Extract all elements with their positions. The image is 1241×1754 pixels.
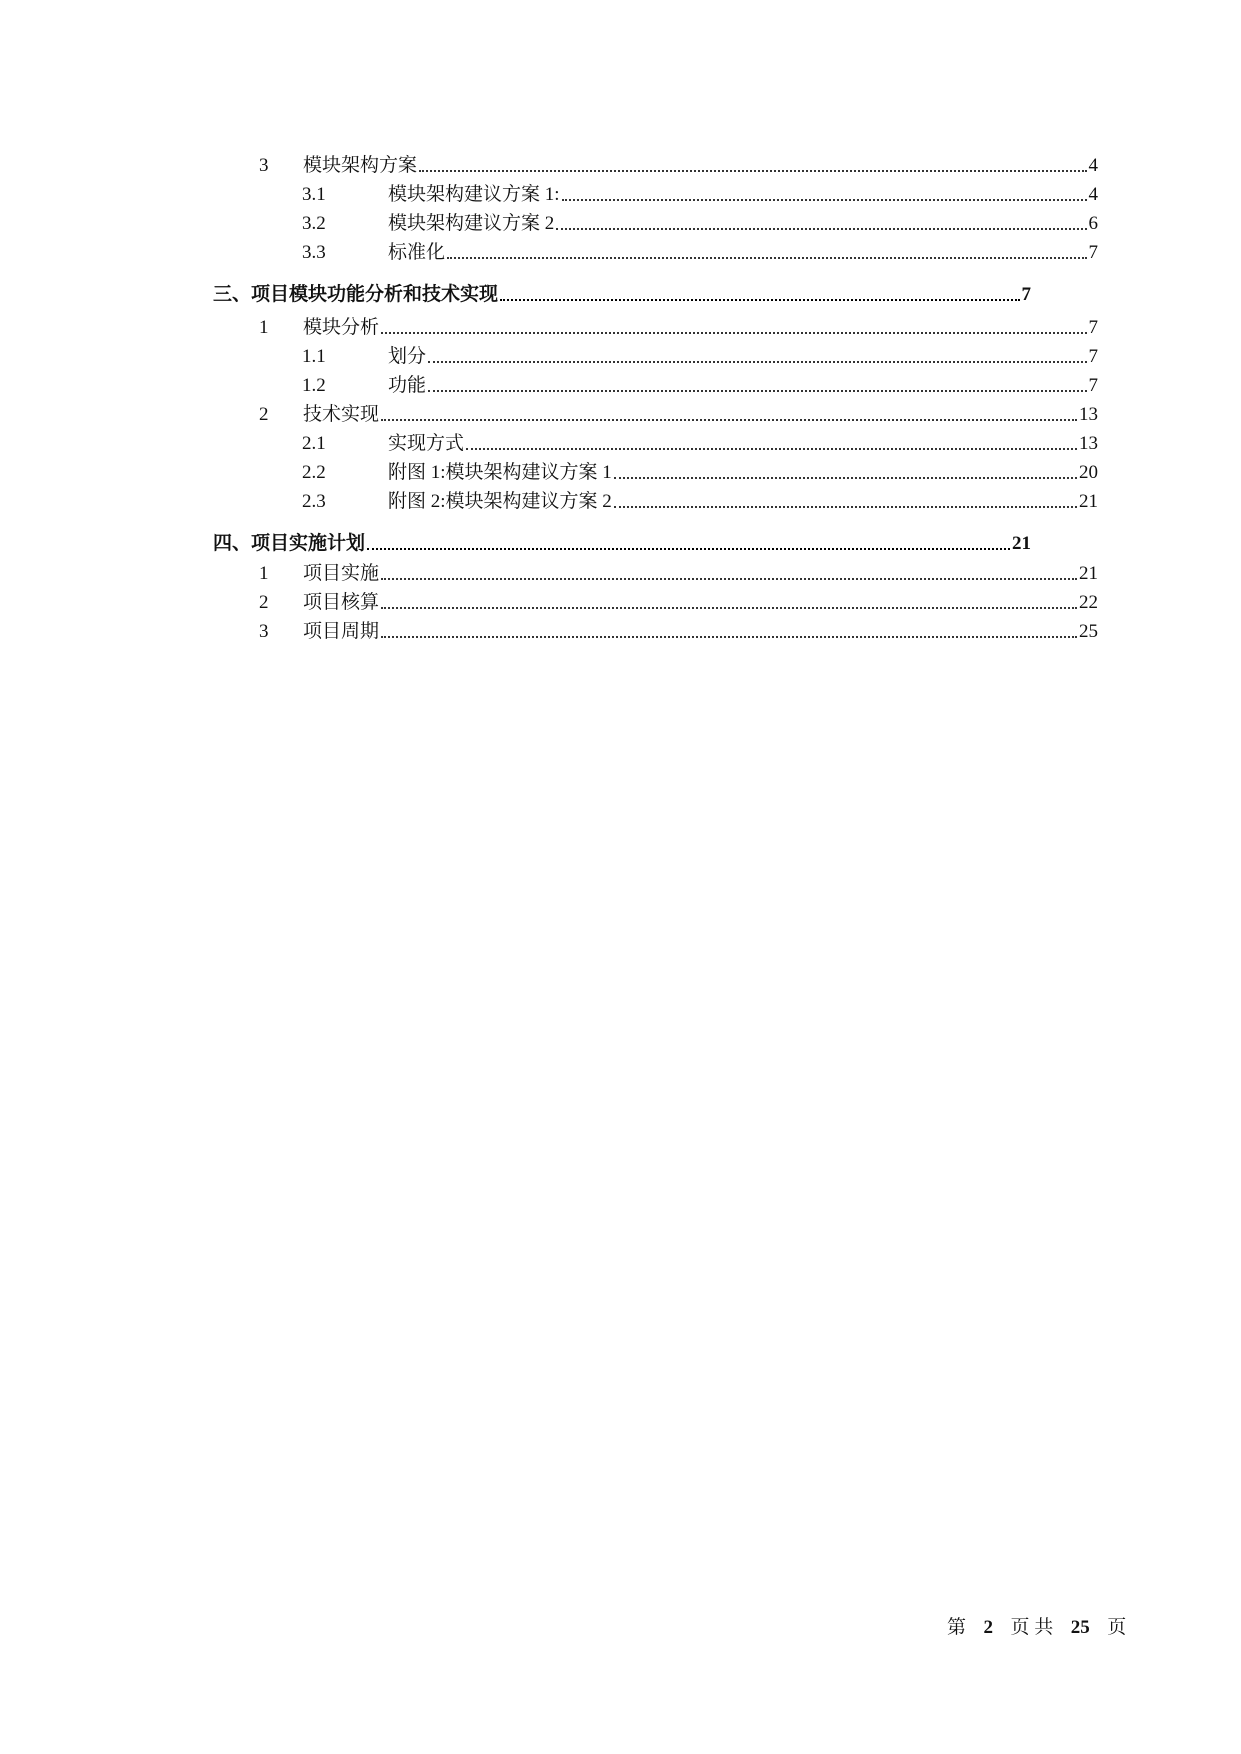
toc-entry-title: 实现方式 [388, 433, 465, 454]
toc-entry-page: 7 [1088, 375, 1098, 396]
toc-entry-page: 4 [1088, 155, 1098, 176]
toc-entry-page: 25 [1079, 621, 1098, 642]
toc-entry-number: 3 [259, 155, 269, 176]
toc-leader-dots [428, 389, 1086, 392]
footer-suffix: 页 [1107, 1617, 1127, 1638]
toc-entry[interactable] [259, 147, 1098, 177]
toc-entry-page: 21 [1079, 563, 1098, 584]
toc-chapter-number: 四、 [213, 533, 252, 554]
toc-leader-dots [500, 298, 1019, 301]
toc-entry-title: 模块架构建议方案 1: [388, 184, 560, 205]
toc-entry[interactable] [259, 396, 1098, 426]
toc-leader-dots [381, 331, 1086, 334]
toc-entry-page: 21 [1079, 491, 1098, 512]
toc-entry-page: 4 [1088, 184, 1098, 205]
toc-chapter-title: 项目实施计划 [251, 533, 366, 554]
toc-entry-number: 2.2 [302, 462, 326, 483]
toc-entry[interactable] [302, 425, 1098, 455]
toc-chapter-title: 项目模块功能分析和技术实现 [251, 284, 499, 305]
toc-entry-number: 2 [259, 592, 269, 613]
toc-entry[interactable] [259, 309, 1098, 339]
toc-entry-title: 标准化 [388, 242, 446, 263]
toc-entry-title: 模块架构方案 [303, 155, 418, 176]
toc-entry[interactable] [302, 176, 1098, 206]
toc-leader-dots [466, 447, 1077, 450]
toc-entry-number: 2.1 [302, 433, 326, 454]
toc-entry[interactable] [302, 205, 1098, 235]
toc-chapter-entry[interactable] [213, 276, 1031, 306]
toc-entry-title: 模块分析 [303, 317, 380, 338]
toc-leader-dots [428, 360, 1086, 363]
toc-entry-title: 划分 [388, 346, 427, 367]
toc-entry-page: 13 [1079, 433, 1098, 454]
toc-entry-title: 技术实现 [303, 404, 380, 425]
toc-entry-number: 3 [259, 621, 269, 642]
toc-entry-number: 1 [259, 563, 269, 584]
toc-entry-title: 附图 2:模块架构建议方案 2 [388, 491, 612, 512]
footer-middle: 页 共 [1010, 1617, 1054, 1638]
toc-leader-dots [381, 635, 1077, 638]
toc-entry-page: 20 [1079, 462, 1098, 483]
toc-chapter-page: 7 [1021, 284, 1031, 305]
toc-leader-dots [381, 577, 1077, 580]
toc-leader-dots [367, 547, 1010, 550]
toc-entry-number: 3.2 [302, 213, 326, 234]
toc-leader-dots [381, 418, 1077, 421]
toc-entry[interactable] [302, 234, 1098, 264]
toc-entry-number: 3.1 [302, 184, 326, 205]
toc-chapter-number: 三、 [213, 284, 252, 305]
toc-entry-title: 项目实施 [303, 563, 380, 584]
toc-entry-number: 3.3 [302, 242, 326, 263]
toc-entry[interactable] [259, 555, 1098, 585]
toc-entry[interactable] [259, 613, 1098, 643]
toc-entry[interactable] [302, 483, 1098, 513]
toc-entry-page: 7 [1088, 242, 1098, 263]
toc-leader-dots [556, 227, 1086, 230]
toc-entry-title: 项目周期 [303, 621, 380, 642]
toc-entry[interactable] [259, 584, 1098, 614]
toc-entry-page: 7 [1088, 346, 1098, 367]
toc-entry-number: 2 [259, 404, 269, 425]
toc-leader-dots [419, 169, 1086, 172]
toc-entry-page: 7 [1088, 317, 1098, 338]
toc-entry-title: 功能 [388, 375, 427, 396]
toc-entry[interactable] [302, 338, 1098, 368]
footer-total-pages: 25 [1070, 1617, 1090, 1638]
toc-leader-dots [614, 476, 1077, 479]
toc-leader-dots [381, 606, 1077, 609]
toc-entry[interactable] [302, 454, 1098, 484]
toc-entry-page: 22 [1079, 592, 1098, 613]
toc-entry-title: 模块架构建议方案 2 [388, 213, 555, 234]
toc-entry-page: 6 [1088, 213, 1098, 234]
toc-entry-title: 项目核算 [303, 592, 380, 613]
toc-leader-dots [614, 505, 1077, 508]
toc-entry-page: 13 [1079, 404, 1098, 425]
toc-chapter-entry[interactable] [213, 525, 1031, 555]
footer-prefix: 第 [947, 1617, 967, 1638]
toc-leader-dots [447, 256, 1086, 259]
toc-leader-dots [562, 198, 1087, 201]
toc-entry-number: 2.3 [302, 491, 326, 512]
footer-current-page: 2 [983, 1617, 994, 1638]
toc-chapter-page: 21 [1012, 533, 1031, 554]
toc-entry-title: 附图 1:模块架构建议方案 1 [388, 462, 612, 483]
page-footer [947, 1612, 1126, 1639]
toc-entry-number: 1.2 [302, 375, 326, 396]
toc-entry-number: 1 [259, 317, 269, 338]
toc-entry[interactable] [302, 367, 1098, 397]
toc-entry-number: 1.1 [302, 346, 326, 367]
